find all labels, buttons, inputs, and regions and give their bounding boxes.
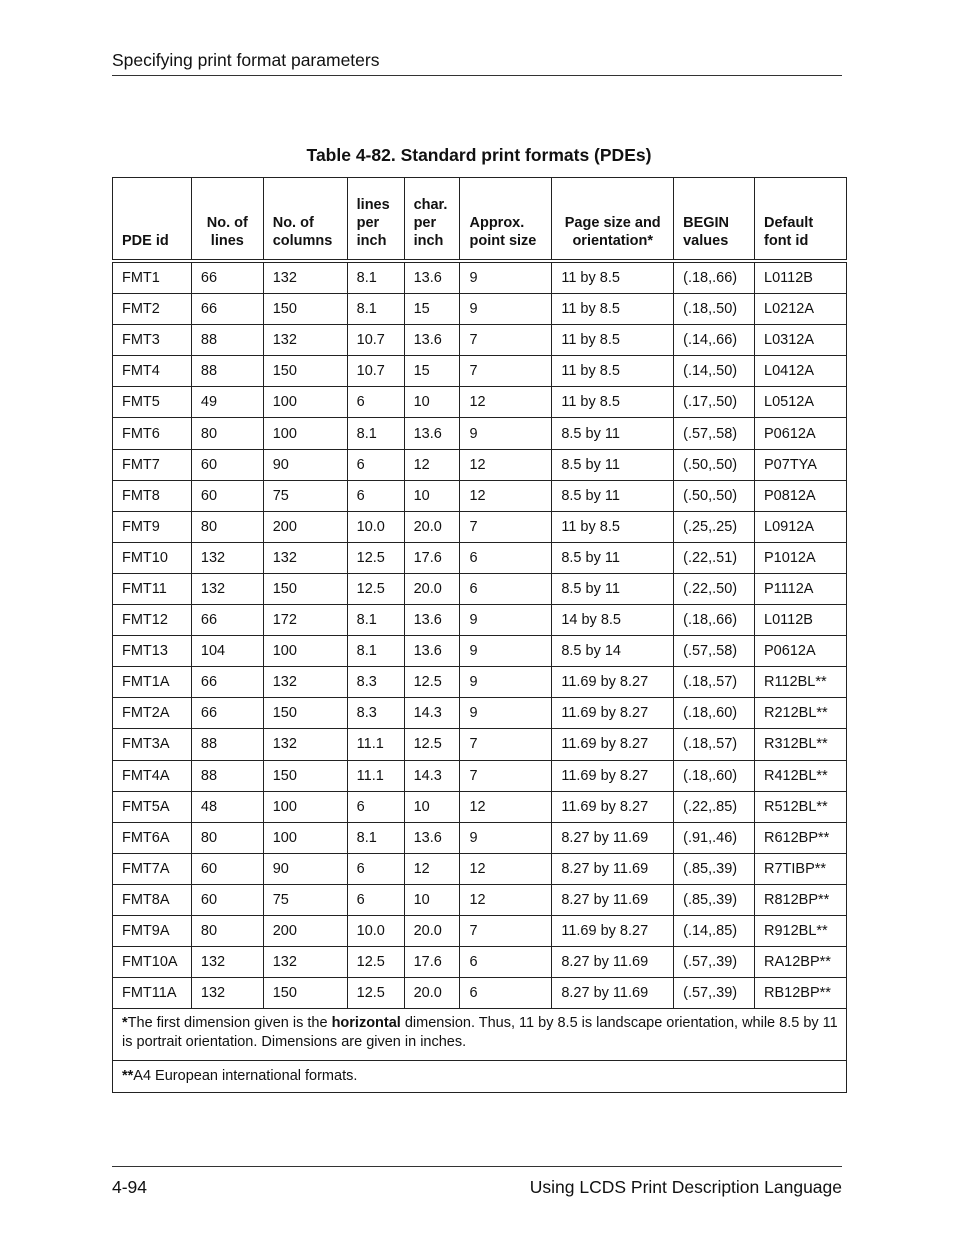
table-cell: P1112A	[755, 573, 847, 604]
table-cell: L0412A	[755, 356, 847, 387]
table-cell: R512BL**	[755, 791, 847, 822]
column-header-line: inch	[413, 233, 444, 249]
table-cell: P07TYA	[755, 449, 847, 480]
table-cell: FMT2	[113, 294, 192, 325]
column-header-line: PDE id	[122, 233, 169, 249]
table-cell: 66	[191, 294, 263, 325]
column-header-line: BEGIN	[683, 215, 730, 231]
table-cell: 14 by 8.5	[552, 605, 674, 636]
table-cell: 90	[263, 449, 347, 480]
table-cell: 7	[460, 915, 552, 946]
table-cell: L0112B	[755, 261, 847, 294]
column-header-line: Approx.	[469, 215, 525, 231]
table-cell: 15	[404, 294, 460, 325]
table-cell: L0512A	[755, 387, 847, 418]
table-cell: 88	[191, 356, 263, 387]
footnote-row-2	[113, 1061, 847, 1093]
table-cell: FMT8	[113, 480, 192, 511]
table-cell: 12.5	[404, 729, 460, 760]
table-row	[113, 884, 847, 915]
table-cell: 48	[191, 791, 263, 822]
table-cell: 20.0	[404, 511, 460, 542]
table-cell: 15	[404, 356, 460, 387]
table-cell: 8.27 by 11.69	[552, 822, 674, 853]
table-cell: 12	[460, 387, 552, 418]
table-cell: 8.1	[347, 294, 404, 325]
table-cell: 7	[460, 729, 552, 760]
table-cell: (.18,.60)	[674, 698, 755, 729]
table-cell: 8.5 by 11	[552, 480, 674, 511]
table-cell: 7	[460, 325, 552, 356]
table-cell: 8.1	[347, 261, 404, 294]
table-cell: 80	[191, 511, 263, 542]
table-cell: 6	[347, 449, 404, 480]
table-cell: 8.1	[347, 822, 404, 853]
table-row	[113, 667, 847, 698]
table-cell: 8.5 by 11	[552, 418, 674, 449]
table-cell: FMT11	[113, 573, 192, 604]
table-caption: Table 4-82. Standard print formats (PDEs)	[306, 145, 652, 165]
footnote-2: **A4 European international formats.	[113, 1061, 847, 1093]
footnote-1-emphasis: horizontal	[331, 1015, 401, 1032]
table-cell: FMT4A	[113, 760, 192, 791]
table-cell: 9	[460, 822, 552, 853]
table-cell: (.18,.50)	[674, 294, 755, 325]
table-cell: 100	[263, 387, 347, 418]
page-number: 4-94	[112, 1177, 148, 1197]
column-header-line: lines	[356, 197, 390, 213]
table-cell: 7	[460, 760, 552, 791]
table-cell: 172	[263, 605, 347, 636]
column-header-line: point size	[469, 233, 537, 249]
table-cell: FMT2A	[113, 698, 192, 729]
table-cell: FMT9A	[113, 915, 192, 946]
table-cell: 17.6	[404, 947, 460, 978]
column-header-line: Page size and	[564, 215, 661, 231]
table-cell: 88	[191, 325, 263, 356]
column-header-line: per	[413, 215, 437, 231]
table-cell: (.57,.58)	[674, 636, 755, 667]
table-cell: FMT10A	[113, 947, 192, 978]
table-cell: FMT10	[113, 542, 192, 573]
table-row	[113, 294, 847, 325]
table-cell: (.14,.50)	[674, 356, 755, 387]
table-cell: 12.5	[347, 573, 404, 604]
table-cell: 90	[263, 853, 347, 884]
table-cell: 8.1	[347, 605, 404, 636]
table-row	[113, 853, 847, 884]
table-cell: 11.1	[347, 729, 404, 760]
table-row	[113, 978, 847, 1009]
table-cell: 20.0	[404, 573, 460, 604]
table-cell: P0812A	[755, 480, 847, 511]
table-cell: 8.5 by 11	[552, 573, 674, 604]
table-cell: 8.1	[347, 418, 404, 449]
table-cell: 66	[191, 698, 263, 729]
table-row	[113, 791, 847, 822]
table-cell: 12.5	[347, 947, 404, 978]
table-cell: 49	[191, 387, 263, 418]
table-cell: 11 by 8.5	[552, 387, 674, 418]
table-cell: 12	[460, 853, 552, 884]
table-row	[113, 356, 847, 387]
table-cell: 6	[460, 573, 552, 604]
table-cell: R912BL**	[755, 915, 847, 946]
table-cell: FMT12	[113, 605, 192, 636]
table-cell: R412BL**	[755, 760, 847, 791]
table-cell: FMT4	[113, 356, 192, 387]
table-cell: 150	[263, 760, 347, 791]
table-cell: 132	[263, 947, 347, 978]
table-cell: 66	[191, 605, 263, 636]
column-header-line: lines	[210, 233, 244, 249]
table-cell: 11.69 by 8.27	[552, 760, 674, 791]
table-cell: 60	[191, 853, 263, 884]
table-cell: 14.3	[404, 698, 460, 729]
table-cell: 9	[460, 261, 552, 294]
table-cell: FMT6A	[113, 822, 192, 853]
table-cell: (.85,.39)	[674, 853, 755, 884]
table-cell: 9	[460, 636, 552, 667]
table-cell: P1012A	[755, 542, 847, 573]
table-cell: 132	[191, 573, 263, 604]
column-header-line: per	[356, 215, 380, 231]
table-row	[113, 418, 847, 449]
table-cell: 13.6	[404, 261, 460, 294]
table-cell: (.85,.39)	[674, 884, 755, 915]
table-cell: 12	[460, 480, 552, 511]
table-cell: L0112B	[755, 605, 847, 636]
table-cell: (.22,.50)	[674, 573, 755, 604]
table-cell: 100	[263, 418, 347, 449]
table-cell: R612BP**	[755, 822, 847, 853]
table-cell: R312BL**	[755, 729, 847, 760]
table-row	[113, 698, 847, 729]
table-cell: 132	[191, 542, 263, 573]
table-cell: FMT7	[113, 449, 192, 480]
table-cell: 8.5 by 11	[552, 449, 674, 480]
table-cell: 150	[263, 978, 347, 1009]
table-cell: (.18,.57)	[674, 729, 755, 760]
table-cell: FMT7A	[113, 853, 192, 884]
table-cell: (.18,.57)	[674, 667, 755, 698]
column-header-line: columns	[272, 233, 333, 249]
table-cell: 14.3	[404, 760, 460, 791]
column-header-line: values	[683, 233, 729, 249]
column-header	[191, 178, 263, 262]
table-cell: 13.6	[404, 605, 460, 636]
table-cell: 11.69 by 8.27	[552, 791, 674, 822]
table-cell: 8.3	[347, 667, 404, 698]
table-row	[113, 261, 847, 294]
table-cell: FMT5	[113, 387, 192, 418]
table-cell: FMT1	[113, 261, 192, 294]
table-cell: 20.0	[404, 915, 460, 946]
table-row	[113, 387, 847, 418]
table-cell: 88	[191, 760, 263, 791]
table-cell: FMT1A	[113, 667, 192, 698]
table-cell: (.14,.85)	[674, 915, 755, 946]
table-cell: (.25,.25)	[674, 511, 755, 542]
table-cell: 12.5	[404, 667, 460, 698]
table-cell: 11 by 8.5	[552, 511, 674, 542]
table-cell: 6	[347, 884, 404, 915]
table-cell: 132	[191, 947, 263, 978]
table-row	[113, 325, 847, 356]
table-cell: R7TIBP**	[755, 853, 847, 884]
column-header	[460, 178, 552, 262]
table-cell: 11.69 by 8.27	[552, 729, 674, 760]
table-cell: 11 by 8.5	[552, 325, 674, 356]
table-cell: (.17,.50)	[674, 387, 755, 418]
column-header-line: inch	[356, 233, 387, 249]
table-cell: 8.27 by 11.69	[552, 853, 674, 884]
table-row	[113, 511, 847, 542]
table-cell: 12	[460, 791, 552, 822]
table-cell: 132	[263, 667, 347, 698]
table-row	[113, 449, 847, 480]
table-cell: FMT9	[113, 511, 192, 542]
table-cell: FMT8A	[113, 884, 192, 915]
table-cell: 200	[263, 915, 347, 946]
table-cell: FMT11A	[113, 978, 192, 1009]
table-cell: 80	[191, 822, 263, 853]
table-cell: 10	[404, 387, 460, 418]
table-cell: P0612A	[755, 636, 847, 667]
table-cell: 150	[263, 356, 347, 387]
table-cell: FMT5A	[113, 791, 192, 822]
table-cell: 7	[460, 356, 552, 387]
table-cell: RB12BP**	[755, 978, 847, 1009]
table-cell: 11.69 by 8.27	[552, 667, 674, 698]
table-cell: 6	[460, 542, 552, 573]
table-cell: 12	[460, 884, 552, 915]
table-cell: 100	[263, 822, 347, 853]
table-cell: 10	[404, 791, 460, 822]
table-row	[113, 480, 847, 511]
table-cell: 13.6	[404, 418, 460, 449]
table-cell: 17.6	[404, 542, 460, 573]
table-cell: 60	[191, 884, 263, 915]
table-cell: 200	[263, 511, 347, 542]
table-cell: R112BL**	[755, 667, 847, 698]
table-row	[113, 915, 847, 946]
table-cell: 9	[460, 667, 552, 698]
table-cell: 6	[460, 947, 552, 978]
table-row	[113, 822, 847, 853]
table-cell: 8.3	[347, 698, 404, 729]
table-cell: 12	[404, 853, 460, 884]
table-cell: L0212A	[755, 294, 847, 325]
table-cell: (.57,.39)	[674, 947, 755, 978]
column-header-line: orientation*	[572, 233, 653, 249]
column-header-line: No. of	[272, 215, 314, 231]
table-cell: 80	[191, 418, 263, 449]
table-cell: 8.5 by 11	[552, 542, 674, 573]
table-cell: L0912A	[755, 511, 847, 542]
table-cell: 13.6	[404, 822, 460, 853]
table-cell: R212BL**	[755, 698, 847, 729]
table-cell: 13.6	[404, 325, 460, 356]
table-row	[113, 729, 847, 760]
table-cell: 132	[263, 542, 347, 573]
table-header-row	[113, 178, 847, 262]
table-cell: FMT6	[113, 418, 192, 449]
table-cell: 11.69 by 8.27	[552, 698, 674, 729]
table-cell: 12	[404, 449, 460, 480]
column-header	[674, 178, 755, 262]
table-cell: 10	[404, 480, 460, 511]
table-cell: (.91,.46)	[674, 822, 755, 853]
table-cell: (.22,.85)	[674, 791, 755, 822]
table-cell: 8.5 by 14	[552, 636, 674, 667]
table-cell: 6	[347, 480, 404, 511]
table-cell: 132	[263, 729, 347, 760]
table-cell: 66	[191, 261, 263, 294]
table-cell: RA12BP**	[755, 947, 847, 978]
table-cell: 10.7	[347, 356, 404, 387]
table-cell: 11.69 by 8.27	[552, 915, 674, 946]
column-header	[263, 178, 347, 262]
table-cell: (.50,.50)	[674, 480, 755, 511]
table-cell: FMT3	[113, 325, 192, 356]
table-cell: 132	[263, 261, 347, 294]
column-header-line: char.	[413, 197, 448, 213]
column-header	[113, 178, 192, 262]
table-cell: FMT3A	[113, 729, 192, 760]
table-cell: 60	[191, 480, 263, 511]
column-header	[404, 178, 460, 262]
table-cell: 150	[263, 573, 347, 604]
table-cell: 150	[263, 294, 347, 325]
table-cell: 9	[460, 605, 552, 636]
table-cell: 9	[460, 294, 552, 325]
table-cell: 11 by 8.5	[552, 261, 674, 294]
column-header-line: font id	[764, 233, 809, 249]
table-cell: 10	[404, 884, 460, 915]
table-cell: P0612A	[755, 418, 847, 449]
book-title: Using LCDS Print Description Language	[529, 1177, 842, 1197]
table-row	[113, 542, 847, 573]
table-cell: 20.0	[404, 978, 460, 1009]
table-cell: 12	[460, 449, 552, 480]
table-cell: 11 by 8.5	[552, 356, 674, 387]
table-row	[113, 573, 847, 604]
table-cell: (.22,.51)	[674, 542, 755, 573]
table-cell: 100	[263, 791, 347, 822]
table-cell: 132	[263, 325, 347, 356]
table-cell: 132	[191, 978, 263, 1009]
table-cell: 10.0	[347, 511, 404, 542]
table-cell: 8.1	[347, 636, 404, 667]
table-cell: 104	[191, 636, 263, 667]
table-cell: 8.27 by 11.69	[552, 978, 674, 1009]
table-cell: 6	[347, 791, 404, 822]
table-cell: (.57,.58)	[674, 418, 755, 449]
table-cell: 7	[460, 511, 552, 542]
footnote-1: *The first dimension given is the horizontal dimension. Thus, 11 by 8.5 is landscape orientation, while 8.5 by 11 is portrait orientation. Dimensions are given in inches.	[113, 1009, 847, 1061]
table-cell: 6	[347, 853, 404, 884]
table-cell: 13.6	[404, 636, 460, 667]
column-header	[347, 178, 404, 262]
table-cell: 9	[460, 698, 552, 729]
table-cell: 12.5	[347, 542, 404, 573]
table-cell: L0312A	[755, 325, 847, 356]
column-header-line: Default	[764, 215, 814, 231]
table-cell: 10.0	[347, 915, 404, 946]
print-formats-table	[112, 177, 847, 1093]
table-cell: (.18,.66)	[674, 261, 755, 294]
footnote-row-1	[113, 1009, 847, 1061]
table-row	[113, 636, 847, 667]
table-cell: 8.27 by 11.69	[552, 947, 674, 978]
table-cell: (.18,.60)	[674, 760, 755, 791]
column-header-line: No. of	[206, 215, 248, 231]
table-cell: R812BP**	[755, 884, 847, 915]
table-cell: 12.5	[347, 978, 404, 1009]
table-cell: (.50,.50)	[674, 449, 755, 480]
table-cell: 9	[460, 418, 552, 449]
table-cell: 75	[263, 884, 347, 915]
table-row	[113, 760, 847, 791]
footer-rule	[112, 1166, 842, 1167]
table-cell: 80	[191, 915, 263, 946]
table-cell: 11 by 8.5	[552, 294, 674, 325]
table-cell: 11.1	[347, 760, 404, 791]
table-cell: 6	[460, 978, 552, 1009]
column-header	[755, 178, 847, 262]
table-cell: FMT13	[113, 636, 192, 667]
table-cell: 60	[191, 449, 263, 480]
table-cell: 66	[191, 667, 263, 698]
table-row	[113, 947, 847, 978]
table-cell: 75	[263, 480, 347, 511]
table-cell: 6	[347, 387, 404, 418]
table-cell: 10.7	[347, 325, 404, 356]
table-cell: 8.27 by 11.69	[552, 884, 674, 915]
table-cell: 150	[263, 698, 347, 729]
column-header	[552, 178, 674, 262]
running-header: Specifying print format parameters	[112, 50, 842, 76]
table-cell: (.18,.66)	[674, 605, 755, 636]
table-cell: (.14,.66)	[674, 325, 755, 356]
table-cell: (.57,.39)	[674, 978, 755, 1009]
table-cell: 88	[191, 729, 263, 760]
table-row	[113, 605, 847, 636]
table-cell: 100	[263, 636, 347, 667]
